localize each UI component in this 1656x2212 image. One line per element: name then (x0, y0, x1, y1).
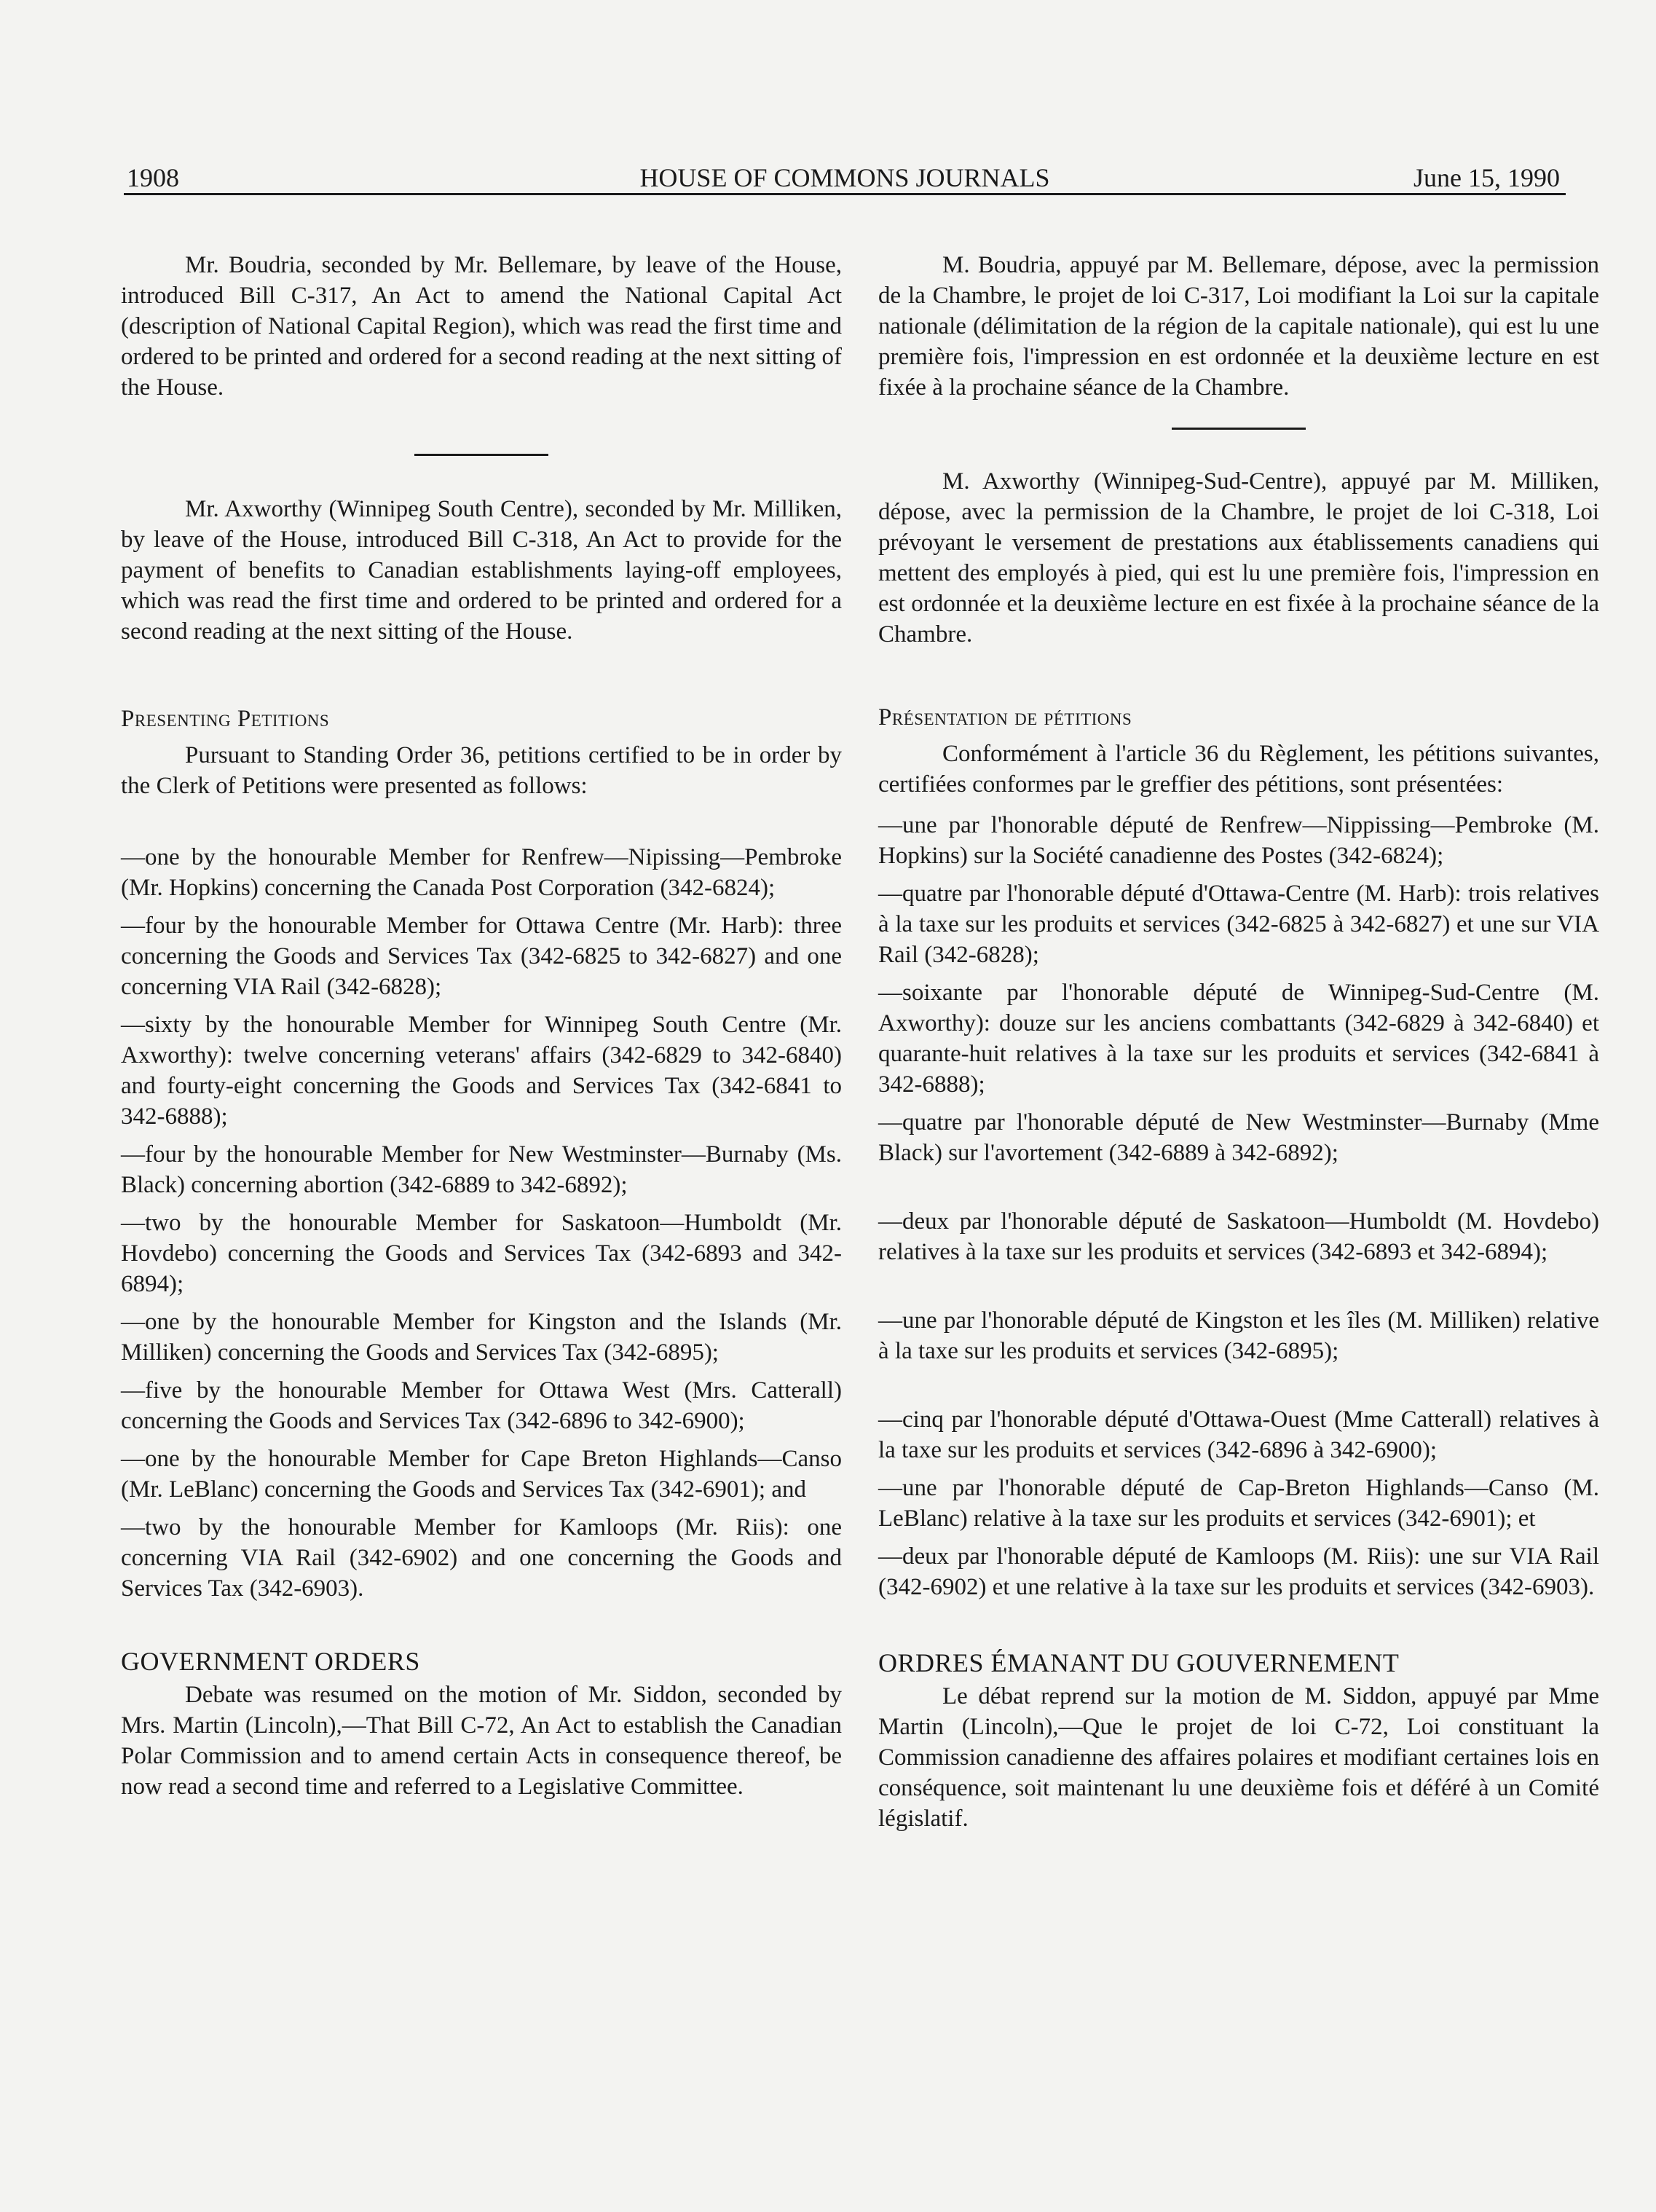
petition-item: —four by the honourable Member for New Westminster—Burnaby (Ms. Black) concerning abortion (342-6889 to 342-6892); (121, 1141, 842, 1198)
petition-item-fr: —une par l'honorable député de Renfrew—Nippissing—Pembroke (M. Hopkins) sur la Société canadienne des Postes (342-6824); (878, 812, 1599, 869)
petition-item: —five by the honourable Member for Ottawa West (Mrs. Catterall) concerning the Goods and Services Tax (342-6896 to 342-6900); (121, 1377, 842, 1434)
page-header (124, 159, 1566, 197)
petition-item: —one by the honourable Member for Renfrew—Nipissing—Pembroke (Mr. Hopkins) concerning the Canada Post Corporation (342-6824); (121, 844, 842, 901)
petition-item-fr: —cinq par l'honorable député d'Ottawa-Ouest (Mme Catterall) relatives à la taxe sur les produits et services (342-6896 à 342-6900); (878, 1406, 1599, 1463)
bill-c318-paragraph: Mr. Axworthy (Winnipeg South Centre), seconded by Mr. Milliken, by leave of the House, introduced Bill C-318, An Act to provide for the payment of benefits to Canadian establishments laying-off employees, which was read the first time and ordered to be printed and ordered for a second reading at the next sitting of the House. (121, 496, 842, 645)
petitions-list-fr (878, 810, 1599, 1602)
petitions-list (121, 842, 842, 1604)
government-orders-heading-fr: ORDRES ÉMANANT DU GOUVERNEMENT (878, 1648, 1400, 1677)
page-number: 1908 (127, 163, 179, 192)
petitions-intro: Pursuant to Standing Order 36, petitions certified to be in order by the Clerk of Petitions were presented as follows: (121, 742, 842, 799)
french-column (878, 244, 1599, 1834)
petition-item-fr: —deux par l'honorable député de Kamloops (M. Riis): une sur VIA Rail (342-6902) et une relative à la taxe sur les produits et services (342-6903). (878, 1543, 1599, 1600)
bill-c318-paragraph-fr: M. Axworthy (Winnipeg-Sud-Centre), appuyé par M. Milliken, dépose, avec la permission de la Chambre, le projet de loi C-318, Loi prévoyant le versement de prestations aux établissements canadiens qui mettent des employés à pied, qui est lu une première fois, l'impression en est ordonnée et la deuxième lecture en est fixée à la prochaine séance de la Chambre. (878, 468, 1599, 648)
petitions-heading: Presenting Petitions (121, 706, 330, 732)
government-orders-text-fr: Le débat reprend sur la motion de M. Siddon, appuyé par Mme Martin (Lincoln),—Que le projet de loi C-72, Loi constituant la Commission canadienne des affaires polaires et modifiant certaines lois en conséquence, soit maintenant lu une deuxième fois et déféré à un Comité législatif. (878, 1683, 1599, 1832)
petition-item-fr: —une par l'honorable député de Kingston et les îles (M. Milliken) relative à la taxe sur les produits et services (342-6895); (878, 1307, 1599, 1364)
section-separator-fr (1172, 428, 1306, 430)
government-orders-heading: GOVERNMENT ORDERS (121, 1647, 420, 1676)
page-date: June 15, 1990 (1413, 163, 1560, 192)
petitions-heading-fr: Présentation de pétitions (878, 704, 1132, 731)
petition-item: —four by the honourable Member for Ottawa Centre (Mr. Harb): three concerning the Goods and Services Tax (342-6825 to 342-6827) and one concerning VIA Rail (342-6828); (121, 913, 842, 1000)
petition-item: —two by the honourable Member for Saskatoon—Humboldt (Mr. Hovdebo) concerning the Goods and Services Tax (342-6893 and 342-6894); (121, 1210, 842, 1297)
petitions-intro-fr: Conformément à l'article 36 du Règlement, les pétitions suivantes, certifiées conformes par le greffier des pétitions, sont présentées: (878, 741, 1599, 798)
petition-item-fr: —une par l'honorable député de Cap-Breton Highlands—Canso (M. LeBlanc) relative à la taxe sur les produits et services (342-6901); et (878, 1475, 1599, 1532)
petition-item: —one by the honourable Member for Cape Breton Highlands—Canso (Mr. LeBlanc) concerning the Goods and Services Tax (342-6901); and (121, 1446, 842, 1503)
bill-c317-paragraph: Mr. Boudria, seconded by Mr. Bellemare, by leave of the House, introduced Bill C-317, An Act to amend the National Capital Act (description of National Capital Region), which was read the first time and ordered to be printed and ordered for a second reading at the next sitting of the House. (121, 252, 842, 401)
section-separator (414, 454, 548, 456)
petition-item: —two by the honourable Member for Kamloops (Mr. Riis): one concerning VIA Rail (342-6902) and one concerning the Goods and Services Tax (342-6903). (121, 1514, 842, 1602)
government-orders-text: Debate was resumed on the motion of Mr. Siddon, seconded by Mrs. Martin (Lincoln),—That Bill C-72, An Act to establish the Canadian Polar Commission and to amend certain Acts in consequence thereof, be now read a second time and referred to a Legislative Committee. (121, 1682, 842, 1800)
petition-item-fr: —quatre par l'honorable député de New Westminster—Burnaby (Mme Black) sur l'avortement (342-6889 à 342-6892); (878, 1109, 1599, 1166)
english-column (121, 244, 842, 1802)
journal-title: HOUSE OF COMMONS JOURNALS (639, 163, 1050, 192)
bill-c317-paragraph-fr: M. Boudria, appuyé par M. Bellemare, dépose, avec la permission de la Chambre, le projet de loi C-317, Loi modifiant la Loi sur la capitale nationale (délimitation de la région de la capitale nationale), qui est lu une première fois, l'impression en est ordonnée et la deuxième lecture en est fixée à la prochaine séance de la Chambre. (878, 252, 1599, 401)
petition-item-fr: —quatre par l'honorable député d'Ottawa-Centre (M. Harb): trois relatives à la taxe sur les produits et services (342-6825 à 342-6827) et une sur VIA Rail (342-6828); (878, 881, 1599, 968)
header-rule (124, 193, 1566, 195)
petition-item: —one by the honourable Member for Kingston and the Islands (Mr. Milliken) concerning the Goods and Services Tax (342-6895); (121, 1309, 842, 1366)
petition-item-fr: —soixante par l'honorable député de Winnipeg-Sud-Centre (M. Axworthy): douze sur les anciens combattants (342-6829 à 342-6840) et quarante-huit relatives à la taxe sur les produits et services (342-6841 à 342-6888); (878, 980, 1599, 1098)
petition-item: —sixty by the honourable Member for Winnipeg South Centre (Mr. Axworthy): twelve concerning veterans' affairs (342-6829 to 342-6840) and fourty-eight concerning the Goods and Services Tax (342-6841 to 342-6888); (121, 1012, 842, 1130)
petition-item-fr: —deux par l'honorable député de Saskatoon—Humboldt (M. Hovdebo) relatives à la taxe sur les produits et services (342-6893 et 342-6894); (878, 1208, 1599, 1265)
